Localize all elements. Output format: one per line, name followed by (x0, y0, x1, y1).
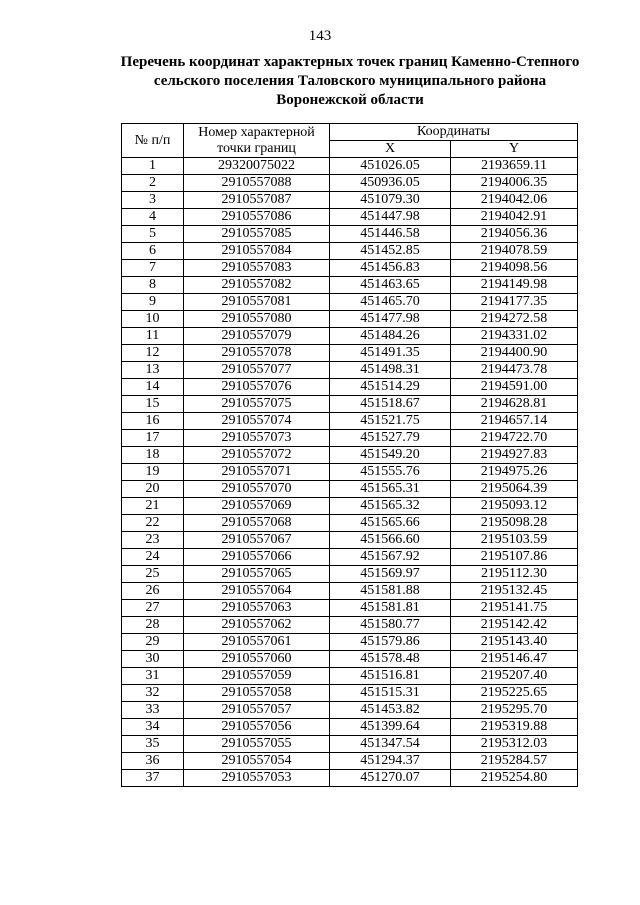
table-body (122, 158, 578, 787)
table-row (122, 413, 578, 430)
document-title (100, 53, 600, 110)
cell-y: 2194042.91 (451, 209, 578, 226)
header-point-number-line-2: точки границ (217, 140, 296, 156)
cell-y: 2195284.57 (451, 753, 578, 770)
cell-point-number: 29320075022 (184, 158, 330, 175)
cell-row-number: 15 (122, 396, 184, 413)
cell-row-number: 17 (122, 430, 184, 447)
cell-x: 451498.31 (330, 362, 451, 379)
table-row (122, 736, 578, 753)
cell-point-number: 2910557053 (184, 770, 330, 787)
cell-y: 2195132.45 (451, 583, 578, 600)
cell-point-number: 2910557086 (184, 209, 330, 226)
cell-point-number: 2910557077 (184, 362, 330, 379)
cell-x: 451581.81 (330, 600, 451, 617)
header-point-number-line-1: Номер характерной (198, 124, 315, 140)
cell-y: 2195143.40 (451, 634, 578, 651)
cell-point-number: 2910557075 (184, 396, 330, 413)
cell-y: 2195093.12 (451, 498, 578, 515)
cell-row-number: 7 (122, 260, 184, 277)
cell-y: 2194591.00 (451, 379, 578, 396)
cell-row-number: 18 (122, 447, 184, 464)
cell-x: 451579.86 (330, 634, 451, 651)
cell-x: 451514.29 (330, 379, 451, 396)
cell-point-number: 2910557064 (184, 583, 330, 600)
table-row (122, 702, 578, 719)
table-row (122, 311, 578, 328)
cell-point-number: 2910557056 (184, 719, 330, 736)
table-header (122, 124, 578, 158)
cell-point-number: 2910557080 (184, 311, 330, 328)
cell-row-number: 21 (122, 498, 184, 515)
cell-row-number: 16 (122, 413, 184, 430)
table-row (122, 668, 578, 685)
cell-point-number: 2910557063 (184, 600, 330, 617)
table-row (122, 617, 578, 634)
cell-x: 451447.98 (330, 209, 451, 226)
page-number: 143 (308, 28, 332, 44)
cell-x: 451518.67 (330, 396, 451, 413)
cell-x: 450936.05 (330, 175, 451, 192)
cell-point-number: 2910557071 (184, 464, 330, 481)
cell-row-number: 23 (122, 532, 184, 549)
cell-x: 451527.79 (330, 430, 451, 447)
cell-x: 451566.60 (330, 532, 451, 549)
cell-row-number: 2 (122, 175, 184, 192)
title-line-1: Перечень координат характерных точек границ Каменно-Степного (120, 54, 580, 70)
cell-x: 451567.92 (330, 549, 451, 566)
cell-point-number: 2910557076 (184, 379, 330, 396)
cell-x: 451453.82 (330, 702, 451, 719)
cell-y: 2194927.83 (451, 447, 578, 464)
table-row (122, 277, 578, 294)
cell-x: 451491.35 (330, 345, 451, 362)
cell-row-number: 20 (122, 481, 184, 498)
cell-point-number: 2910557084 (184, 243, 330, 260)
table-row (122, 651, 578, 668)
cell-y: 2195141.75 (451, 600, 578, 617)
cell-y: 2194628.81 (451, 396, 578, 413)
table-row (122, 396, 578, 413)
cell-row-number: 4 (122, 209, 184, 226)
cell-row-number: 37 (122, 770, 184, 787)
table-row (122, 447, 578, 464)
cell-row-number: 6 (122, 243, 184, 260)
cell-point-number: 2910557079 (184, 328, 330, 345)
cell-row-number: 13 (122, 362, 184, 379)
cell-row-number: 26 (122, 583, 184, 600)
cell-point-number: 2910557070 (184, 481, 330, 498)
cell-point-number: 2910557083 (184, 260, 330, 277)
table-row (122, 294, 578, 311)
table-row (122, 430, 578, 447)
cell-x: 451565.31 (330, 481, 451, 498)
cell-y: 2194149.98 (451, 277, 578, 294)
cell-point-number: 2910557081 (184, 294, 330, 311)
cell-x: 451079.30 (330, 192, 451, 209)
cell-x: 451565.32 (330, 498, 451, 515)
cell-y: 2195064.39 (451, 481, 578, 498)
cell-y: 2194272.58 (451, 311, 578, 328)
cell-x: 451347.54 (330, 736, 451, 753)
cell-row-number: 35 (122, 736, 184, 753)
cell-y: 2194177.35 (451, 294, 578, 311)
cell-row-number: 1 (122, 158, 184, 175)
cell-x: 451463.65 (330, 277, 451, 294)
cell-row-number: 9 (122, 294, 184, 311)
cell-row-number: 3 (122, 192, 184, 209)
cell-point-number: 2910557082 (184, 277, 330, 294)
cell-row-number: 22 (122, 515, 184, 532)
cell-y: 2194056.36 (451, 226, 578, 243)
table-row (122, 464, 578, 481)
cell-x: 451270.07 (330, 770, 451, 787)
cell-x: 451294.37 (330, 753, 451, 770)
cell-y: 2195112.30 (451, 566, 578, 583)
cell-row-number: 29 (122, 634, 184, 651)
cell-row-number: 8 (122, 277, 184, 294)
table-row (122, 549, 578, 566)
cell-x: 451555.76 (330, 464, 451, 481)
cell-y: 2194975.26 (451, 464, 578, 481)
table-row (122, 685, 578, 702)
cell-x: 451515.31 (330, 685, 451, 702)
cell-point-number: 2910557060 (184, 651, 330, 668)
cell-point-number: 2910557069 (184, 498, 330, 515)
cell-x: 451581.88 (330, 583, 451, 600)
cell-x: 451549.20 (330, 447, 451, 464)
cell-point-number: 2910557074 (184, 413, 330, 430)
cell-y: 2195103.59 (451, 532, 578, 549)
table-row (122, 328, 578, 345)
cell-row-number: 14 (122, 379, 184, 396)
cell-row-number: 33 (122, 702, 184, 719)
cell-row-number: 32 (122, 685, 184, 702)
cell-y: 2195254.80 (451, 770, 578, 787)
cell-row-number: 12 (122, 345, 184, 362)
cell-y: 2194042.06 (451, 192, 578, 209)
cell-point-number: 2910557085 (184, 226, 330, 243)
cell-point-number: 2910557067 (184, 532, 330, 549)
cell-y: 2194657.14 (451, 413, 578, 430)
cell-point-number: 2910557073 (184, 430, 330, 447)
table-row (122, 209, 578, 226)
table-row (122, 362, 578, 379)
cell-x: 451446.58 (330, 226, 451, 243)
cell-row-number: 19 (122, 464, 184, 481)
cell-point-number: 2910557072 (184, 447, 330, 464)
table-row (122, 175, 578, 192)
cell-point-number: 2910557088 (184, 175, 330, 192)
cell-point-number: 2910557061 (184, 634, 330, 651)
cell-x: 451399.64 (330, 719, 451, 736)
cell-point-number: 2910557065 (184, 566, 330, 583)
table-row (122, 158, 578, 175)
table-row (122, 498, 578, 515)
header-x: X (330, 141, 451, 158)
cell-row-number: 25 (122, 566, 184, 583)
cell-y: 2195107.86 (451, 549, 578, 566)
table-row (122, 226, 578, 243)
cell-y: 2194473.78 (451, 362, 578, 379)
cell-x: 451580.77 (330, 617, 451, 634)
coordinates-table (121, 123, 578, 787)
cell-row-number: 11 (122, 328, 184, 345)
cell-y: 2194098.56 (451, 260, 578, 277)
cell-x: 451456.83 (330, 260, 451, 277)
cell-x: 451452.85 (330, 243, 451, 260)
cell-x: 451477.98 (330, 311, 451, 328)
cell-point-number: 2910557068 (184, 515, 330, 532)
table-row (122, 345, 578, 362)
table-row (122, 192, 578, 209)
cell-y: 2194722.70 (451, 430, 578, 447)
cell-x: 451521.75 (330, 413, 451, 430)
table-row (122, 753, 578, 770)
cell-y: 2194006.35 (451, 175, 578, 192)
cell-row-number: 5 (122, 226, 184, 243)
cell-row-number: 27 (122, 600, 184, 617)
cell-row-number: 28 (122, 617, 184, 634)
cell-row-number: 31 (122, 668, 184, 685)
table-row (122, 634, 578, 651)
cell-point-number: 2910557058 (184, 685, 330, 702)
table-row (122, 600, 578, 617)
table-row (122, 719, 578, 736)
table-row (122, 566, 578, 583)
cell-x: 451484.26 (330, 328, 451, 345)
cell-x: 451578.48 (330, 651, 451, 668)
cell-point-number: 2910557066 (184, 549, 330, 566)
cell-x: 451465.70 (330, 294, 451, 311)
cell-x: 451565.66 (330, 515, 451, 532)
cell-point-number: 2910557054 (184, 753, 330, 770)
cell-x: 451516.81 (330, 668, 451, 685)
cell-y: 2194331.02 (451, 328, 578, 345)
cell-row-number: 36 (122, 753, 184, 770)
header-coordinates: Координаты (330, 124, 578, 141)
cell-y: 2194078.59 (451, 243, 578, 260)
cell-y: 2194400.90 (451, 345, 578, 362)
cell-point-number: 2910557059 (184, 668, 330, 685)
table-row (122, 379, 578, 396)
cell-point-number: 2910557078 (184, 345, 330, 362)
header-point-number (184, 124, 330, 158)
table-row (122, 770, 578, 787)
cell-y: 2195319.88 (451, 719, 578, 736)
table-row (122, 515, 578, 532)
cell-point-number: 2910557055 (184, 736, 330, 753)
cell-x: 451026.05 (330, 158, 451, 175)
cell-y: 2195207.40 (451, 668, 578, 685)
cell-y: 2195146.47 (451, 651, 578, 668)
cell-y: 2195225.65 (451, 685, 578, 702)
table-row (122, 532, 578, 549)
header-row-number: № п/п (122, 124, 184, 158)
table-row (122, 260, 578, 277)
cell-y: 2193659.11 (451, 158, 578, 175)
table-row (122, 583, 578, 600)
header-y: Y (451, 141, 578, 158)
cell-point-number: 2910557087 (184, 192, 330, 209)
cell-row-number: 24 (122, 549, 184, 566)
cell-row-number: 30 (122, 651, 184, 668)
title-line-3: Воронежской области (276, 92, 424, 108)
cell-y: 2195142.42 (451, 617, 578, 634)
cell-row-number: 34 (122, 719, 184, 736)
table-row (122, 481, 578, 498)
cell-x: 451569.97 (330, 566, 451, 583)
cell-point-number: 2910557057 (184, 702, 330, 719)
table-row (122, 243, 578, 260)
cell-y: 2195312.03 (451, 736, 578, 753)
cell-point-number: 2910557062 (184, 617, 330, 634)
cell-row-number: 10 (122, 311, 184, 328)
cell-y: 2195098.28 (451, 515, 578, 532)
cell-y: 2195295.70 (451, 702, 578, 719)
title-line-2: сельского поселения Таловского муниципального района (153, 73, 547, 89)
